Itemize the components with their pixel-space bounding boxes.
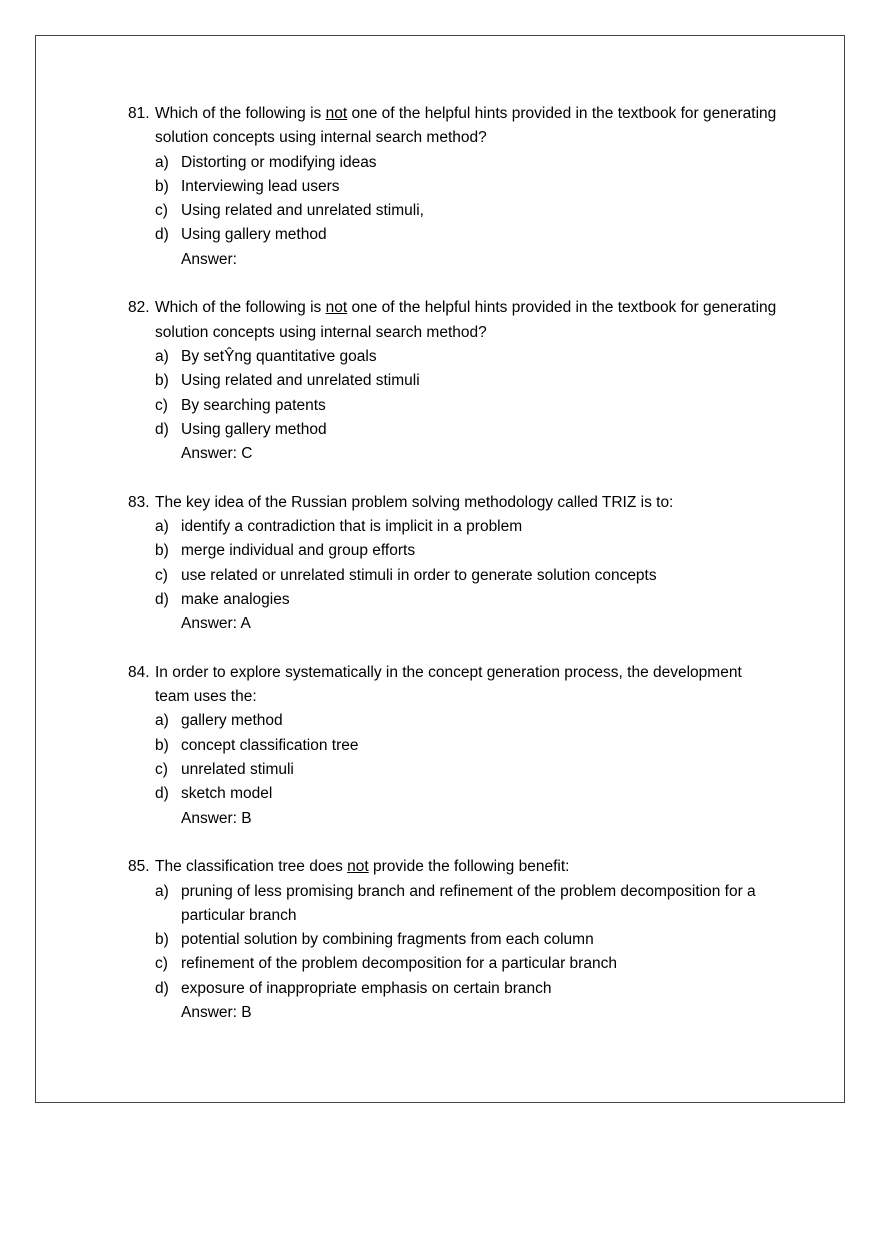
option-list: [155, 709, 778, 806]
option-text: Using related and unrelated stimuli,: [181, 202, 424, 220]
question-text: [155, 855, 778, 879]
question-number: 82.: [128, 299, 150, 317]
stem-text-after: one of the helpful hints provided in the textbook for generating solution concepts using internal search method?: [155, 299, 777, 341]
question-stem: [128, 102, 778, 151]
question-85: [128, 855, 778, 1025]
option-list: [155, 515, 778, 612]
option-letter: d): [155, 785, 169, 803]
question-number: 85.: [128, 858, 150, 876]
option-text: potential solution by combining fragments from each column: [181, 931, 594, 949]
option-list: [155, 151, 778, 248]
question-text: [155, 296, 778, 345]
option-text: use related or unrelated stimuli in order to generate solution concepts: [181, 566, 657, 584]
option-b: [155, 175, 778, 199]
option-letter: d): [155, 226, 169, 244]
option-text: identify a contradiction that is implicit in a problem: [181, 518, 523, 536]
option-letter: c): [155, 566, 168, 584]
answer-line: Answer: B: [181, 1003, 252, 1021]
question-text: In order to explore systematically in the concept generation process, the development team uses the:: [155, 663, 742, 706]
stem-text-after: provide the following benefit:: [368, 858, 570, 876]
stem-text-before: The classification tree does: [155, 858, 348, 876]
option-text: Using gallery method: [181, 420, 327, 438]
option-letter: b): [155, 542, 169, 560]
question-stem: [128, 491, 778, 515]
option-a: [155, 515, 778, 539]
option-letter: a): [155, 347, 169, 365]
option-text: pruning of less promising branch and refinement of the problem decomposition for a particular branch: [181, 882, 756, 924]
option-letter: a): [155, 153, 169, 171]
question-82: [128, 296, 778, 466]
option-b: [155, 539, 778, 563]
option-text: By searching patents: [181, 396, 326, 414]
question-number: 83.: [128, 493, 150, 511]
option-letter: b): [155, 736, 169, 754]
option-list: [155, 880, 778, 1001]
answer-line: Answer: C: [181, 445, 253, 463]
option-d: [155, 418, 778, 442]
question-list: [128, 102, 778, 1050]
option-text: merge individual and group efforts: [181, 542, 416, 560]
option-c: [155, 199, 778, 223]
option-letter: d): [155, 420, 169, 438]
option-letter: d): [155, 590, 169, 608]
option-d: [155, 977, 778, 1001]
option-a: [155, 151, 778, 175]
stem-text-after: one of the helpful hints provided in the textbook for generating solution concepts using internal search method?: [155, 105, 777, 147]
option-text: Using related and unrelated stimuli: [181, 372, 420, 390]
answer-line: Answer: B: [181, 809, 252, 827]
question-stem: [128, 296, 778, 345]
option-text: Interviewing lead users: [181, 177, 340, 195]
option-letter: d): [155, 979, 169, 997]
option-letter: b): [155, 372, 169, 390]
answer-line: Answer: A: [181, 615, 251, 633]
question-84: [128, 661, 778, 831]
question-text: [155, 102, 778, 151]
stem-text-before: Which of the following is: [155, 105, 326, 122]
option-a: [155, 345, 778, 369]
option-text: By setŶng quantitative goals: [181, 347, 377, 365]
option-text: refinement of the problem decomposition for a particular branch: [181, 955, 617, 973]
option-letter: c): [155, 761, 168, 779]
option-b: [155, 928, 778, 952]
option-text: exposure of inappropriate emphasis on certain branch: [181, 979, 552, 997]
option-letter: c): [155, 955, 168, 973]
question-number: 81.: [128, 105, 150, 122]
option-letter: b): [155, 931, 169, 949]
option-c: [155, 952, 778, 976]
question-stem: [128, 661, 778, 710]
option-text: sketch model: [181, 785, 273, 803]
option-letter: a): [155, 882, 169, 900]
option-d: [155, 223, 778, 247]
option-text: concept classification tree: [181, 736, 359, 754]
option-b: [155, 734, 778, 758]
question-stem: [128, 855, 778, 879]
option-letter: c): [155, 396, 168, 414]
option-letter: a): [155, 518, 169, 536]
option-letter: c): [155, 202, 168, 220]
question-81: [128, 102, 778, 272]
option-a: [155, 709, 778, 733]
option-text: make analogies: [181, 590, 290, 608]
option-d: [155, 588, 778, 612]
option-text: unrelated stimuli: [181, 761, 294, 779]
stem-emphasis: not: [325, 105, 348, 122]
option-b: [155, 369, 778, 393]
question-text: The key idea of the Russian problem solving methodology called TRIZ is to:: [155, 493, 674, 511]
option-d: [155, 782, 778, 806]
stem-text-before: Which of the following is: [155, 299, 326, 317]
option-list: [155, 345, 778, 442]
stem-emphasis: not: [347, 858, 369, 876]
option-text: Distorting or modifying ideas: [181, 153, 377, 171]
option-c: [155, 564, 778, 588]
option-c: [155, 394, 778, 418]
option-c: [155, 758, 778, 782]
question-number: 84.: [128, 663, 150, 681]
answer-line: Answer:: [181, 250, 237, 268]
option-text: Using gallery method: [181, 226, 327, 244]
stem-emphasis: not: [325, 299, 348, 317]
option-letter: b): [155, 177, 169, 195]
option-a: [155, 880, 778, 929]
option-letter: a): [155, 712, 169, 730]
option-text: gallery method: [181, 712, 283, 730]
question-83: [128, 491, 778, 637]
